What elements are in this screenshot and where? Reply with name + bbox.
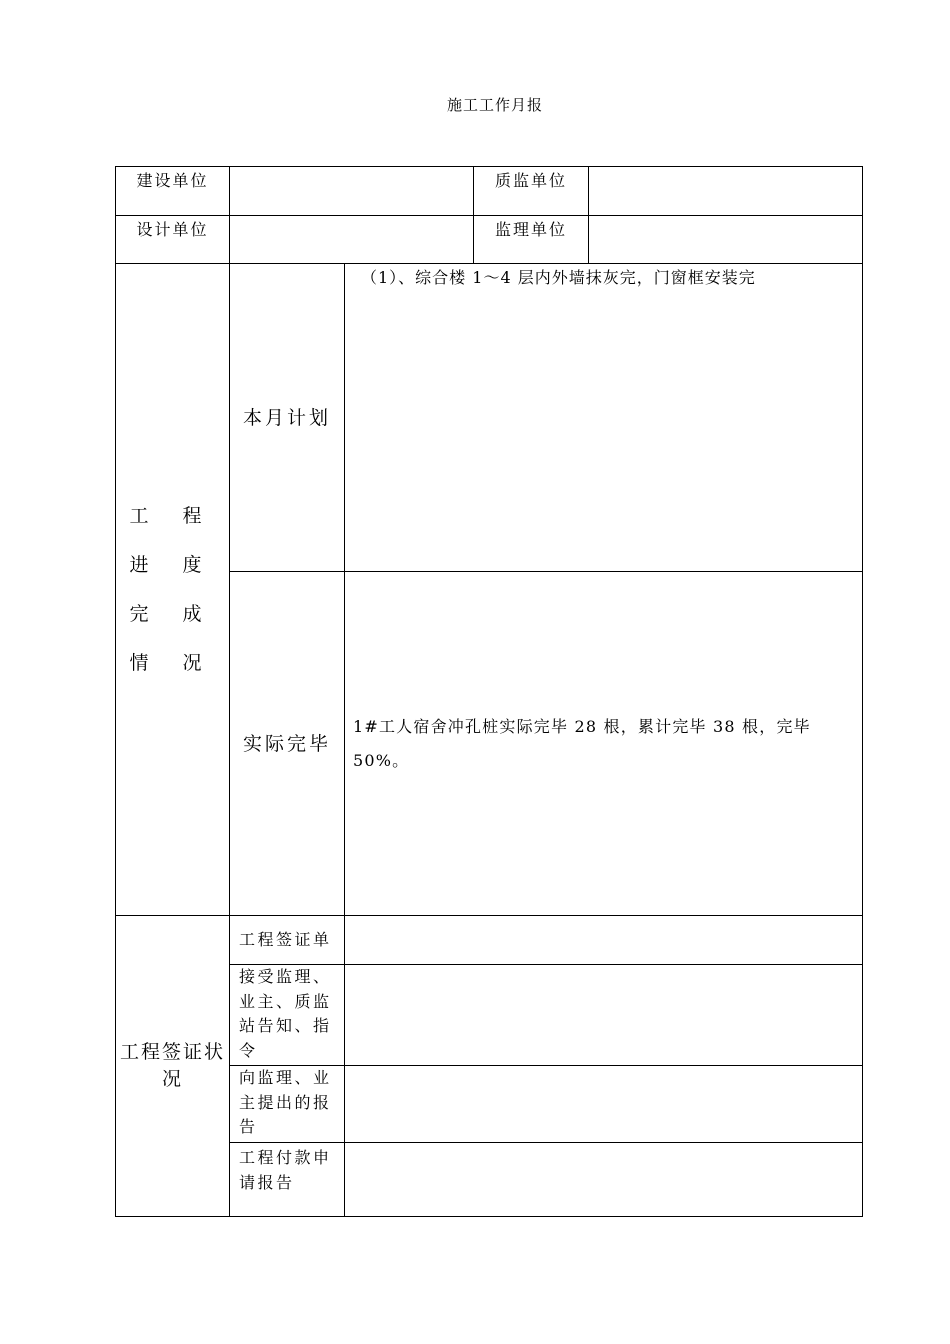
actual-label: 实际完毕 <box>230 572 345 916</box>
payment-request-label: 工程付款申请报告 <box>230 1143 345 1217</box>
plan-text[interactable]: （1）、综合楼 1～4 层内外墙抹灰完，门窗框安装完 <box>345 264 863 572</box>
actual-text[interactable]: 1#工人宿舍冲孔桩实际完毕 28 根，累计完毕 38 根，完毕 50%。 <box>345 572 863 916</box>
header-row-2 <box>116 216 863 264</box>
design-unit-field[interactable] <box>230 216 474 264</box>
quality-unit-field[interactable] <box>589 167 863 216</box>
supervision-unit-field[interactable] <box>589 216 863 264</box>
plan-label: 本月计划 <box>230 264 345 572</box>
report-submitted-label: 向监理、业主提出的报告 <box>230 1066 345 1143</box>
progress-label-line-1: 工 程 <box>129 504 216 527</box>
page-title: 施工工作月报 <box>446 96 543 114</box>
progress-label-line-3: 完 成 <box>129 602 216 625</box>
visa-section-label: 工程签证状况 <box>116 916 230 1217</box>
notice-received-field[interactable] <box>345 965 863 1066</box>
construction-unit-label: 建设单位 <box>116 167 230 216</box>
construction-unit-field[interactable] <box>230 167 474 216</box>
payment-request-field[interactable] <box>345 1143 863 1217</box>
report-submitted-field[interactable] <box>345 1066 863 1143</box>
visa-row-1 <box>116 916 863 965</box>
plan-row <box>116 264 863 572</box>
quality-unit-label: 质监单位 <box>474 167 589 216</box>
progress-label-line-4: 情 况 <box>129 651 216 674</box>
header-row-1 <box>116 167 863 216</box>
notice-received-label: 接受监理、业主、质监站告知、指令 <box>230 965 345 1066</box>
visa-form-label: 工程签证单 <box>230 916 345 965</box>
supervision-unit-label: 监理单位 <box>474 216 589 264</box>
design-unit-label: 设计单位 <box>116 216 230 264</box>
progress-label-line-2: 进 度 <box>129 553 216 576</box>
progress-section-label <box>116 264 230 916</box>
visa-form-field[interactable] <box>345 916 863 965</box>
monthly-report-table <box>115 166 863 1217</box>
